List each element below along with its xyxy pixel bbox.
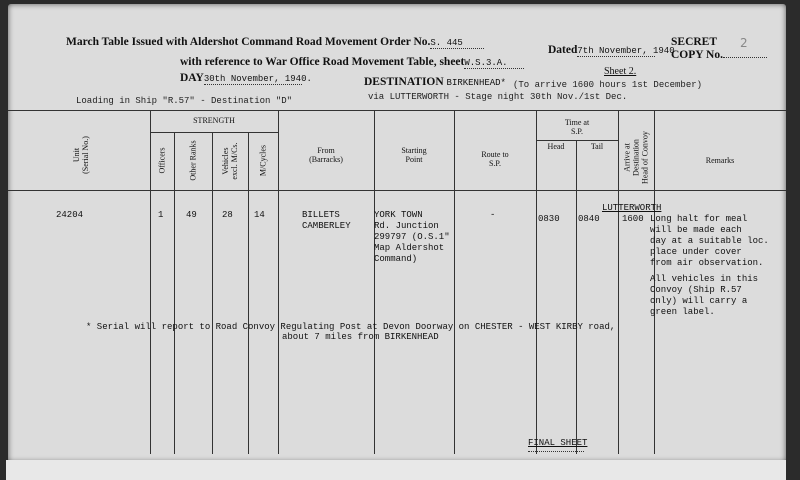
document-sheet (8, 4, 786, 462)
cell-route: - (490, 210, 496, 220)
header-tail: Tail (590, 142, 604, 151)
final-sheet-label: FINAL SHEET (528, 438, 588, 448)
footnote-line1: * Serial will report to Road Convoy Regulating Post at Devon Doorway on CHESTER - WEST KIRBY road, (86, 322, 616, 332)
cell-starting-point: YORK TOWN Rd. Junction 299797 (O.S.1" Map Aldershot Command) (374, 210, 450, 264)
header-route: Route to S.P. (481, 150, 509, 168)
cell-unit: 24204 (56, 210, 84, 220)
header-arrive: Arrive at Destination Head of Convoy (622, 131, 650, 184)
header-time-at-sp: Time at S.P. (564, 118, 590, 136)
copy-number-handwritten: 2 (740, 36, 748, 50)
header-vehicles: Vehicles excl. M/Cs. (221, 142, 239, 180)
order-number: S. 445 (430, 38, 484, 49)
header-strength: STRENGTH (193, 116, 235, 125)
header-unit: Unit (Serial No.) (72, 136, 90, 174)
destination-line: DESTINATION BIRKENHEAD* (364, 76, 506, 88)
secret-label: SECRET (671, 36, 718, 48)
header-line2: with reference to War Office Road Movement Table, sheetW.S.3.A. (180, 56, 524, 69)
header-other-ranks: Other Ranks (188, 140, 198, 181)
header-officers: Officers (157, 147, 167, 174)
cell-remarks-2: All vehicles in this Convoy (Ship R.57 only) will carry a green label. (650, 274, 759, 317)
cell-other-ranks: 49 (186, 210, 197, 220)
day-line: DAY30th November, 1940. (180, 72, 312, 84)
cell-remarks-1: Long halt for meal will be made each day at a suitable loc. place under cover from air observation. (650, 214, 769, 268)
header-line1: March Table Issued with Aldershot Command Road Movement Order No.S. 445 (66, 36, 484, 49)
dated: Dated7th November, 1940 (548, 44, 675, 56)
under-sheet (6, 460, 786, 480)
cell-vehicles: 28 (222, 210, 233, 220)
cell-mcycles: 14 (254, 210, 265, 220)
header-head: Head (547, 142, 565, 151)
header-starting-point: Starting Point (401, 146, 427, 164)
loading-note: Loading in Ship "R.57" - Destination "D" (76, 96, 293, 106)
cell-arrive-time: 1600 (622, 214, 644, 224)
header-from: From (Barracks) (309, 146, 343, 164)
via-note: via LUTTERWORTH - Stage night 30th Nov./1st Dec. (368, 92, 628, 102)
cell-from: BILLETS CAMBERLEY (302, 210, 351, 231)
cell-tail: 0840 (578, 214, 600, 224)
footnote-line2: about 7 miles from BIRKENHEAD (282, 332, 439, 342)
copy-number: COPY No. (671, 49, 767, 61)
header-remarks: Remarks (705, 156, 735, 165)
sheet-number: Sheet 2. (604, 66, 637, 77)
header-mcycles: M/Cycles (258, 144, 268, 177)
cell-officers: 1 (158, 210, 164, 220)
arrive-note: (To arrive 1600 hours 1st December) (513, 80, 703, 90)
cell-head: 0830 (538, 214, 560, 224)
cell-arrive-place: LUTTERWORTH (602, 203, 662, 213)
